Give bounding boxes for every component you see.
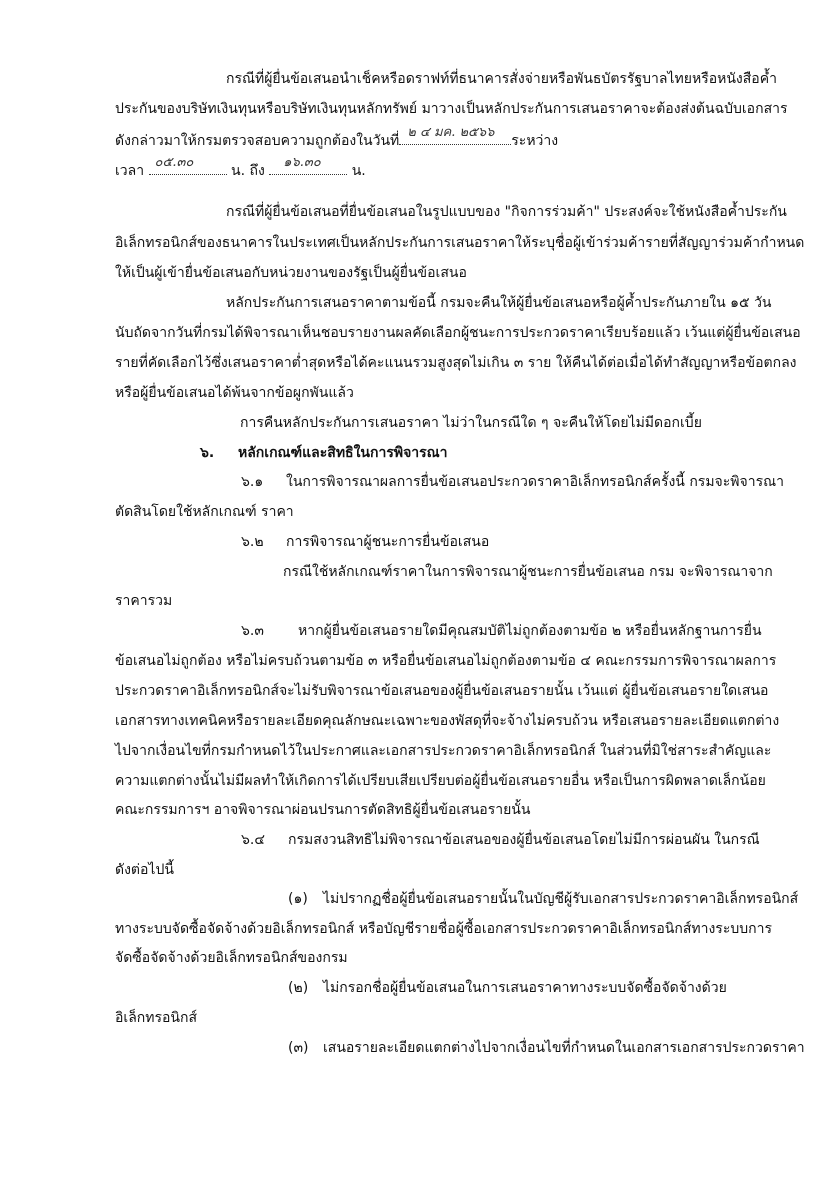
- text-line: ทางระบบจัดซื้อจัดจ้างด้วยอิเล็กทรอนิกส์ หรือบัญชีรายชื่อผู้ซื้อเอกสารประกวดราคาอิเล็กทรอนิกส์ทางระบบการ: [115, 921, 772, 937]
- text-line: รายที่คัดเลือกไว้ซึ่งเสนอราคาต่ำสุดหรือได้คะแนนรวมสูงสุดไม่เกิน ๓ ราย ให้คืนได้ต่อเมื่อได้ทำสัญญาหรือข้อตกลง: [115, 355, 797, 371]
- section-heading: หลักเกณฑ์และสิทธิในการพิจารณา: [238, 445, 448, 461]
- text-line: ให้เป็นผู้เข้ายื่นข้อเสนอกับหน่วยงานของรัฐเป็นผู้ยื่นข้อเสนอ: [115, 265, 467, 281]
- text-line-time: [115, 155, 366, 180]
- to-label: น. ถึง: [231, 163, 265, 179]
- date-field: [399, 125, 511, 145]
- text-line: ราคารวม: [115, 593, 173, 609]
- text-line: จัดซื้อจัดจ้างด้วยอิเล็กทรอนิกส์ของกรม: [115, 950, 348, 966]
- clause-number: ๖.๓: [241, 623, 264, 639]
- text-line: การคืนหลักประกันการเสนอราคา ไม่ว่าในกรณีใด ๆ จะคืนให้โดยไม่มีดอกเบี้ย: [240, 415, 702, 431]
- text-line: กรณีใช้หลักเกณฑ์ราคาในการพิจารณาผู้ชนะการยื่นข้อเสนอ กรม จะพิจารณาจาก: [283, 564, 773, 580]
- text-line: ประกวดราคาอิเล็กทรอนิกส์จะไม่รับพิจารณาข้อเสนอของผู้ยื่นข้อเสนอรายนั้น เว้นแต่ ผู้ยื่นข้อเสนอรายใดเสนอ: [115, 683, 769, 699]
- text-line: คณะกรรมการฯ อาจพิจารณาผ่อนปรนการตัดสิทธิผู้ยื่นข้อเสนอรายนั้น: [115, 802, 531, 818]
- text-line: หรือผู้ยื่นข้อเสนอได้พ้นจากข้อผูกพันแล้ว: [115, 385, 354, 401]
- text-line: ดังต่อไปนี้: [115, 862, 174, 878]
- handwritten-date: ๒ ๔ มค. ๒๕๖๖: [407, 125, 495, 140]
- between-label: ระหว่าง: [511, 133, 559, 149]
- text-line: การพิจารณาผู้ชนะการยื่นข้อเสนอ: [286, 534, 490, 550]
- text-line: ตัดสินโดยใช้หลักเกณฑ์ ราคา: [115, 504, 294, 520]
- text-line: นับถัดจากวันที่กรมได้พิจารณาเห็นชอบรายงานผลคัดเลือกผู้ชนะการประกวดราคาเรียบร้อยแล้ว เว้นแต่ผู้ยื่นข้อเสนอ: [115, 325, 801, 341]
- item-number: (๒): [288, 980, 309, 996]
- section-number: ๖.: [200, 445, 215, 461]
- text-line: ไม่ปรากฏชื่อผู้ยื่นข้อเสนอรายนั้นในบัญชีผู้รับเอกสารประกวดราคาอิเล็กทรอนิกส์: [323, 891, 799, 907]
- time-label: เวลา: [115, 163, 145, 179]
- clause-number: ๖.๑: [241, 474, 264, 490]
- text-line: ความแตกต่างนั้นไม่มีผลทำให้เกิดการได้เปรียบเสียเปรียบต่อผู้ยื่นข้อเสนอรายอื่น หรือเป็นการผิดพลาดเล็กน้อย: [115, 773, 766, 789]
- text-line: ไม่กรอกชื่อผู้ยื่นข้อเสนอในการเสนอราคาทางระบบจัดซื้อจัดจ้างด้วย: [323, 980, 727, 996]
- text-line: กรณีที่ผู้ยื่นข้อเสนอที่ยื่นข้อเสนอในรูปแบบของ "กิจการร่วมค้า" ประสงค์จะใช้หนังสือค้ำประกัน: [226, 204, 787, 220]
- time-from-field: [149, 155, 227, 175]
- text-line: หลักประกันการเสนอราคาตามข้อนี้ กรมจะคืนให้ผู้ยื่นข้อเสนอหรือผู้ค้ำประกันภายใน ๑๕ วัน: [226, 295, 772, 311]
- text-line: กรณีที่ผู้ยื่นข้อเสนอนำเช็คหรือดราฟท์ที่ธนาคารสั่งจ่ายหรือพันธบัตรรัฐบาลไทยหรือหนังสือค้ำ: [226, 71, 777, 87]
- clause-number: ๖.๒: [241, 534, 264, 550]
- text-line: เสนอรายละเอียดแตกต่างไปจากเงื่อนไขที่กำหนดในเอกสารเอกสารประกวดราคา: [323, 1040, 805, 1056]
- date-label: ดังกล่าวมาให้กรมตรวจสอบความถูกต้องในวันที่: [115, 133, 400, 149]
- text-line: เอกสารทางเทคนิคหรือรายละเอียดคุณลักษณะเฉพาะของพัสดุที่จะจ้างไม่ครบถ้วน หรือเสนอรายละเอียดแตกต่าง: [115, 713, 780, 729]
- text-line: ประกันของบริษัทเงินทุนหรือบริษัทเงินทุนหลักทรัพย์ มาวางเป็นหลักประกันการเสนอราคาจะต้องส่งต้นฉบับเอกสาร: [115, 101, 788, 117]
- text-line-date: [115, 125, 559, 150]
- item-number: (๑): [288, 891, 308, 907]
- text-line: อิเล็กทรอนิกส์: [115, 1010, 197, 1026]
- text-line: ไปจากเงื่อนไขที่กรมกำหนดไว้ในประกาศและเอกสารประกวดราคาอิเล็กทรอนิกส์ ในส่วนที่มิใช่สาระสำคัญและ: [115, 743, 772, 759]
- time-to-field: [269, 155, 347, 175]
- handwritten-time-from: ๐๕.๓๐: [154, 155, 194, 170]
- handwritten-time-to: ๑๖.๓๐: [283, 155, 321, 170]
- item-number: (๓): [288, 1040, 309, 1056]
- unit-label: น.: [351, 163, 366, 179]
- text-line: หากผู้ยื่นข้อเสนอรายใดมีคุณสมบัติไม่ถูกต้องตามข้อ ๒ หรือยื่นหลักฐานการยื่น: [298, 623, 762, 639]
- text-line: ในการพิจารณาผลการยื่นข้อเสนอประกวดราคาอิเล็กทรอนิกส์ครั้งนี้ กรมจะพิจารณา: [286, 474, 784, 490]
- clause-number: ๖.๔: [241, 832, 265, 848]
- text-line: กรมสงวนสิทธิไม่พิจารณาข้อเสนอของผู้ยื่นข้อเสนอโดยไม่มีการผ่อนผัน ในกรณี: [288, 832, 760, 848]
- text-line: ข้อเสนอไม่ถูกต้อง หรือไม่ครบถ้วนตามข้อ ๓ หรือยื่นข้อเสนอไม่ถูกต้องตามข้อ ๔ คณะกรรมการพิจารณาผลการ: [115, 653, 777, 669]
- text-line: อิเล็กทรอนิกส์ของธนาคารในประเทศเป็นหลักประกันการเสนอราคาให้ระบุชื่อผู้เข้าร่วมค้ารายที่สัญญาร่วมค้ากำหนด: [115, 235, 805, 251]
